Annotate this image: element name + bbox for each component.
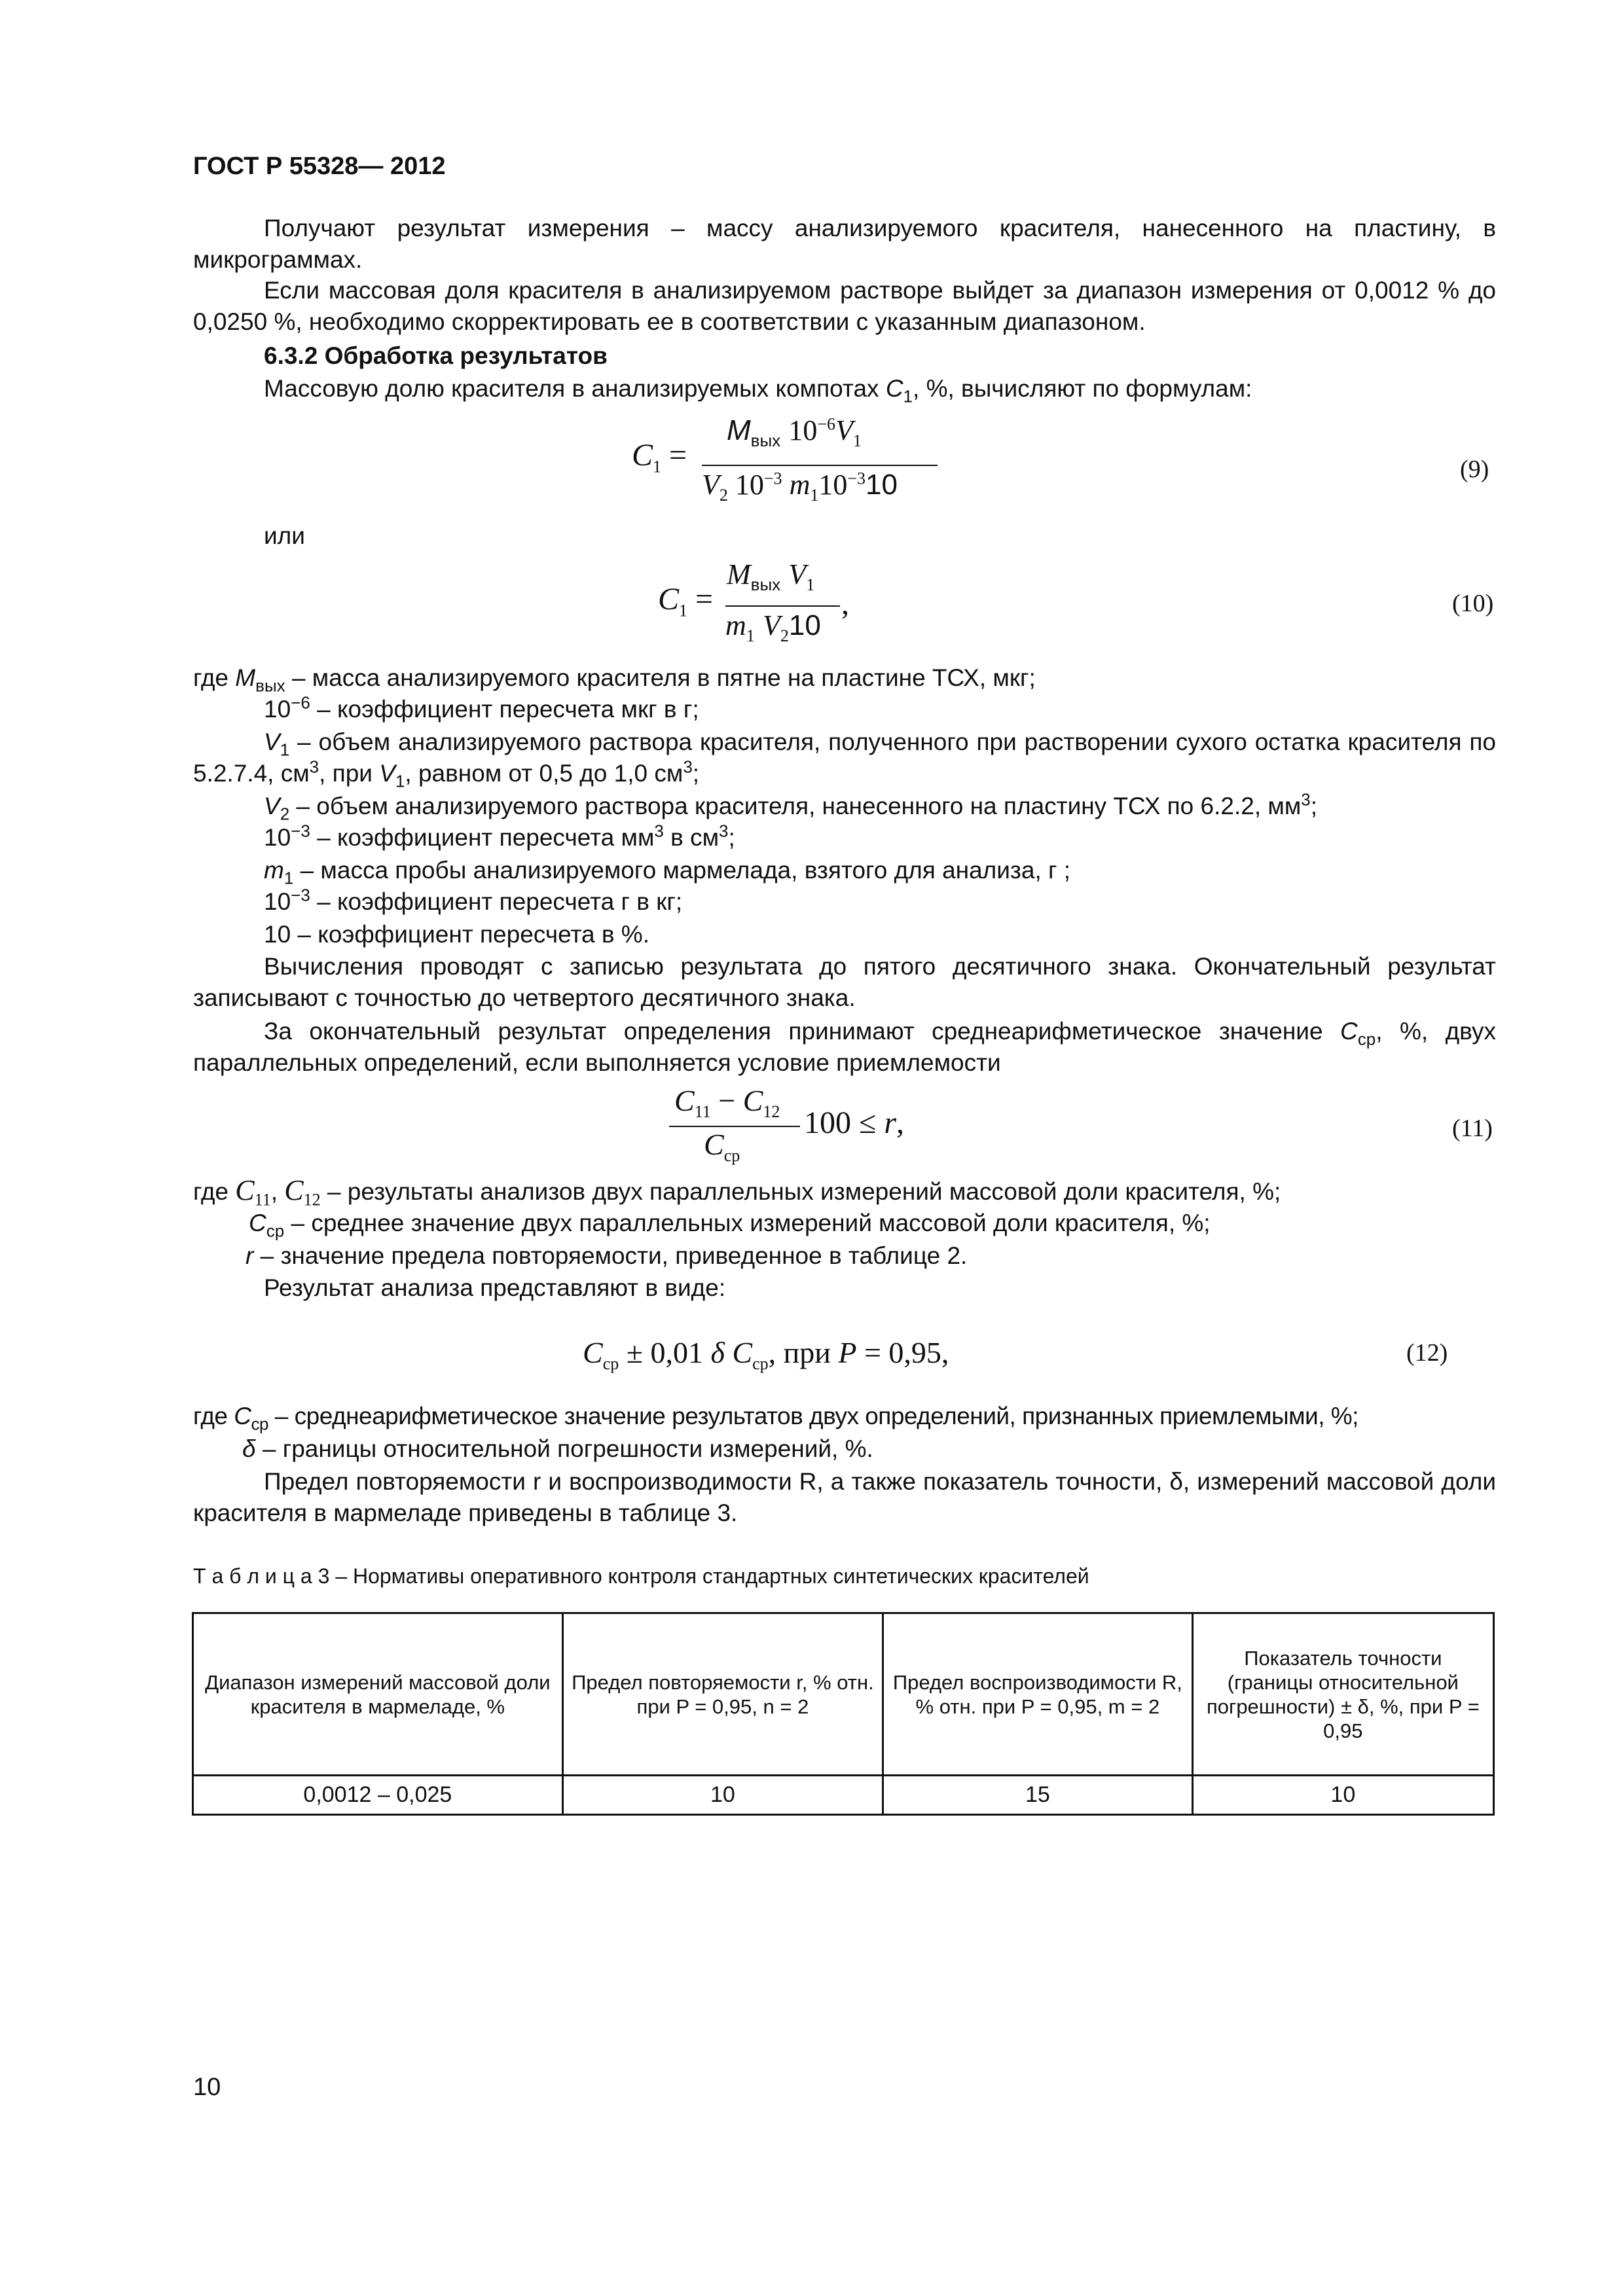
formula-12-number: (12) [1406,1339,1448,1367]
paragraph-3: Массовую долю красителя в анализируемых компотах $C_1$, %, вычисляют по формулам: [264,375,1252,406]
definition-m1: $m_1$ – масса пробы анализируемого мармелада, взятого для анализа, г ; [264,857,1071,888]
definition-ccp: $C_{ср}$ – среднее значение двух параллельных измерений массовой доли красителя, %; [249,1210,1211,1241]
document-header: ГОСТ Р 55328— 2012 [193,152,446,180]
table-header-cell: Диапазон измерений массовой доли красителя в мармеладе, % [193,1613,563,1776]
table-cell: 10 [1192,1776,1493,1815]
table-caption: Т а б л и ц а 3 – Нормативы оперативного контроля стандартных синтетических красителей [193,1564,1089,1588]
section-heading: 6.3.2 Обработка результатов [264,342,608,369]
paragraph-7: Предел повторяемости r и воспроизводимости R, а также показатель точности, δ, измерений массовой доли красителя в мармеладе приведены в таблице 3. [193,1468,1496,1526]
definition-10-6: $10^{-6}$ – коэффициент пересчета мкг в г; [264,692,699,723]
formula-10-number: (10) [1452,590,1494,617]
definition-ccp-12: где $C_{ср}$ – среднеарифметическое значение результатов двух определений, признанных приемлемыми, %; [193,1403,1359,1434]
definition-10-3-mm: $10^{-3}$ – коэффициент пересчета $мм^3$ в $см^3$; [264,821,735,851]
table-header-row [193,1613,1494,1776]
definition-v1: $V_1$ – объем анализируемого раствора красителя, полученного при растворении сухого остатка красителя по 5.2.7.4, $см^3$, при $V_1$, равном от 0,5 до 1,0 $см^3$; [193,728,1496,791]
definition-delta: δ – границы относительной погрешности измерений, %. [242,1435,873,1462]
definition-r: r – значение предела повторяемости, приведенное в таблице 2. [246,1242,968,1269]
table-header-cell: Показатель точности (границы относительной погрешности) ± δ, %, при P = 0,95 [1192,1613,1493,1776]
definition-v2: $V_2$ – объем анализируемого раствора красителя, нанесенного на пластину ТСХ по 6.2.2, $мм^3$; [264,789,1318,824]
formula-11-number: (11) [1452,1115,1493,1142]
definition-10: 10 – коэффициент пересчета в %. [264,921,649,948]
table-cell: 10 [562,1776,883,1815]
table-row [193,1776,1494,1815]
paragraph-1: Получают результат измерения – массу анализируемого красителя, нанесенного на пластину, в микрограммах. [193,215,1496,273]
paragraph-6: Результат анализа представляют в виде: [264,1274,726,1301]
definition-m: где $M_{вых}$ – масса анализируемого красителя в пятне на пластине ТСХ, мкг; [193,664,1036,696]
norms-table [192,1612,1495,1816]
paragraph-4: Вычисления проводят с записью результата до пятого десятичного знака. Окончательный результат записывают с точностью до четвертого десятичного знака. [193,953,1496,1011]
table-cell: 15 [883,1776,1193,1815]
table-header-cell: Предел повторяемости r, % отн. при P = 0,95, n = 2 [562,1613,883,1776]
text-or: или [264,522,305,549]
table-cell: 0,0012 – 0,025 [193,1776,563,1815]
definition-c11-c12: где $C_{11}$, $C_{12}$ – результаты анализов двух параллельных измерений массовой доли красителя, %; [193,1174,1281,1210]
paragraph-2: Если массовая доля красителя в анализируемом растворе выйдет за диапазон измерения от 0,0012 % до 0,0250 %, необходимо скорректировать ее в соответствии с указанным диапазоном. [193,277,1496,335]
table-header-cell: Предел воспроизводимости R, % отн. при P = 0,95, m = 2 [883,1613,1193,1776]
paragraph-5: За окончательный результат определения принимают среднеарифметическое значение $C_{ср}$, %, двух параллельных определений, если выполняется условие приемлемости [193,1018,1497,1076]
definition-10-3-g: $10^{-3}$ – коэффициент пересчета г в кг; [264,885,683,915]
page-number: 10 [193,2073,221,2101]
formula-9-number: (9) [1460,456,1489,483]
